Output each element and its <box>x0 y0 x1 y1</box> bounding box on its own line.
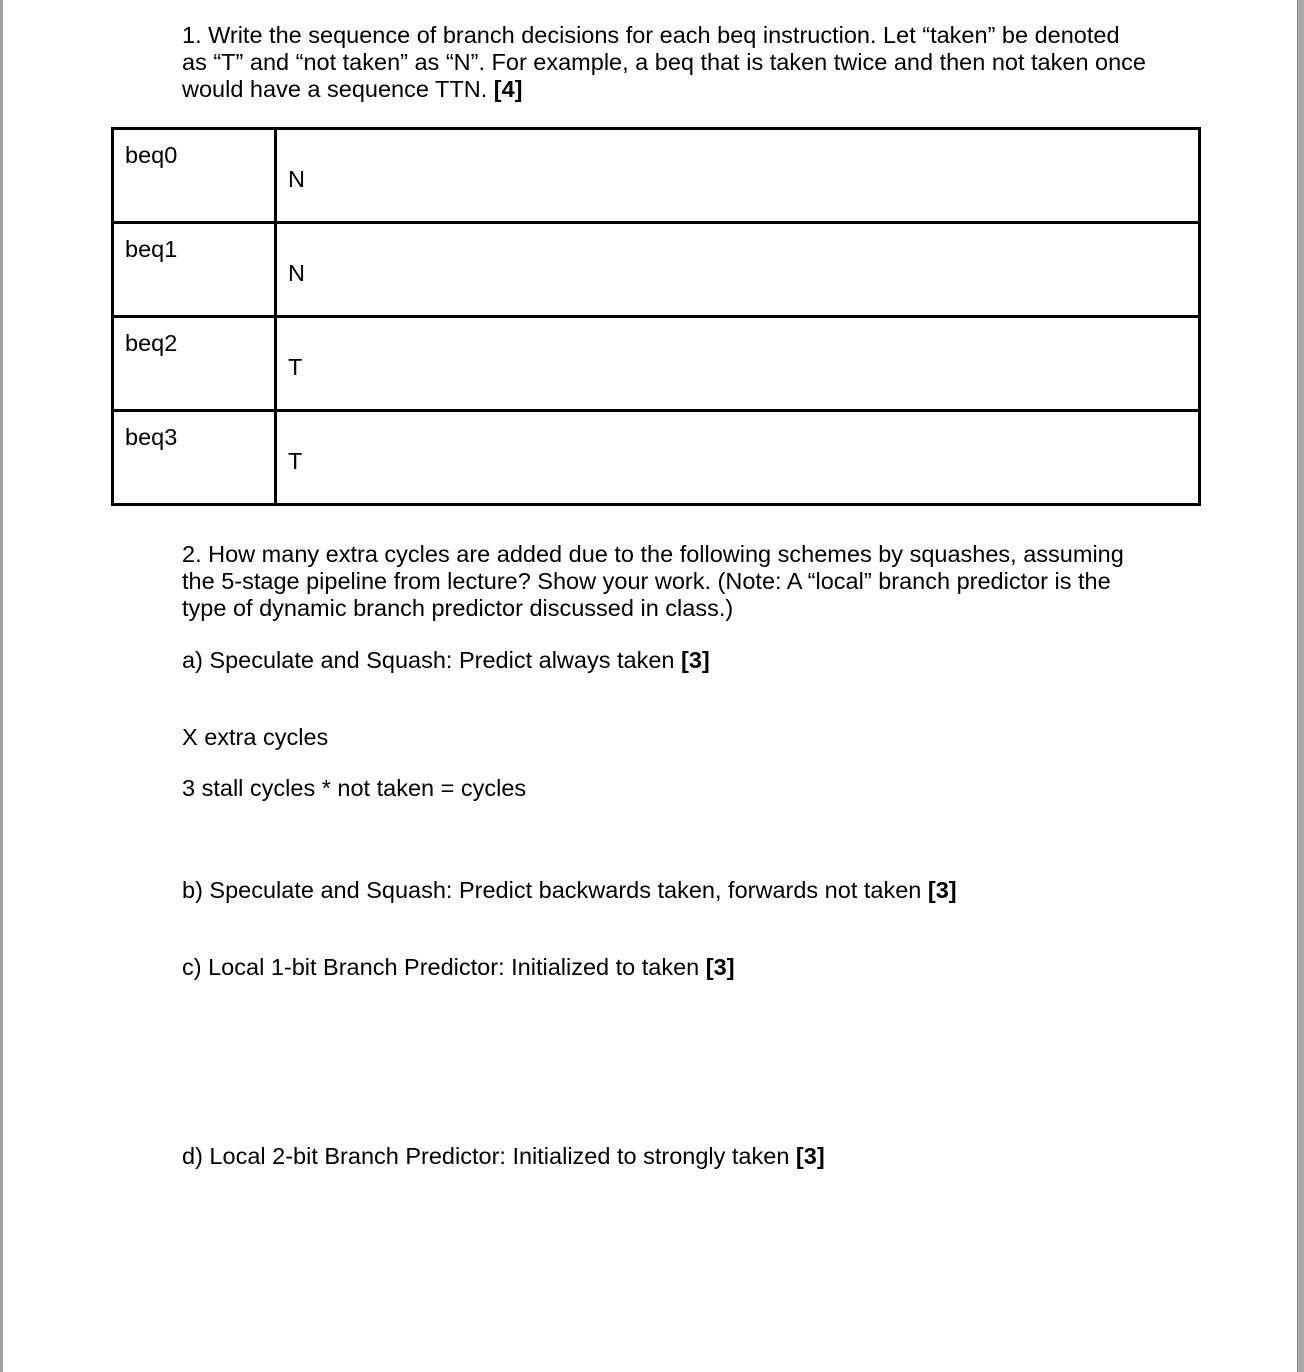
branch-label: beq3 <box>125 424 178 450</box>
points: [3] <box>927 877 957 903</box>
part-b <box>182 877 957 904</box>
question-2-line: type of dynamic branch predictor discussed in class.) <box>182 595 734 621</box>
question-1-text: would have a sequence TTN. <box>182 76 488 102</box>
branch-label: beq1 <box>125 236 178 262</box>
branch-cell <box>113 317 276 411</box>
part-a-answer[interactable]: X extra cycles <box>182 724 329 750</box>
part-c <box>182 954 735 981</box>
branch-cell <box>113 411 276 505</box>
question-1-line: as “T” and “not taken” as “N”. For example, a beq that is taken twice and then not taken once <box>182 49 1147 75</box>
sequence-value: N <box>288 260 305 286</box>
points: [3] <box>705 954 735 980</box>
points: [3] <box>795 1143 825 1169</box>
question-2-line: 2. How many extra cycles are added due to the following schemes by squashes, assuming <box>182 541 1124 567</box>
part-c-text: c) Local 1-bit Branch Predictor: Initialized to taken <box>182 954 706 980</box>
points: [4] <box>493 76 523 102</box>
table-row <box>113 223 1200 317</box>
question-1-line: 1. Write the sequence of branch decisions for each beq instruction. Let “taken” be denoted <box>182 22 1120 48</box>
table-row <box>113 317 1200 411</box>
sequence-cell[interactable] <box>276 223 1200 317</box>
part-d <box>182 1143 825 1170</box>
scrollbar-right[interactable] <box>1297 0 1304 1372</box>
branch-cell <box>113 129 276 223</box>
sequence-value: T <box>288 354 303 380</box>
table-row <box>113 411 1200 505</box>
question-2-line: the 5-stage pipeline from lecture? Show your work. (Note: A “local” branch predictor is the <box>182 568 1111 594</box>
question-1-line <box>182 76 523 103</box>
branch-cell <box>113 223 276 317</box>
branch-decision-table <box>111 127 1201 506</box>
part-a <box>182 647 710 674</box>
sequence-value: T <box>288 448 303 474</box>
sequence-cell[interactable] <box>276 317 1200 411</box>
points: [3] <box>681 647 710 673</box>
sequence-cell[interactable] <box>276 129 1200 223</box>
branch-label: beq2 <box>125 330 178 356</box>
part-a-answer[interactable]: 3 stall cycles * not taken = cycles <box>182 775 527 801</box>
sequence-cell[interactable] <box>276 411 1200 505</box>
branch-label: beq0 <box>125 142 178 168</box>
table-row <box>113 129 1200 223</box>
page-left-edge <box>0 0 3 1372</box>
part-a-text: a) Speculate and Squash: Predict always taken <box>182 647 682 673</box>
part-b-text: b) Speculate and Squash: Predict backwards taken, forwards not taken <box>182 877 928 903</box>
part-d-text: d) Local 2-bit Branch Predictor: Initialized to strongly taken <box>182 1143 796 1169</box>
sequence-value: N <box>288 166 305 192</box>
